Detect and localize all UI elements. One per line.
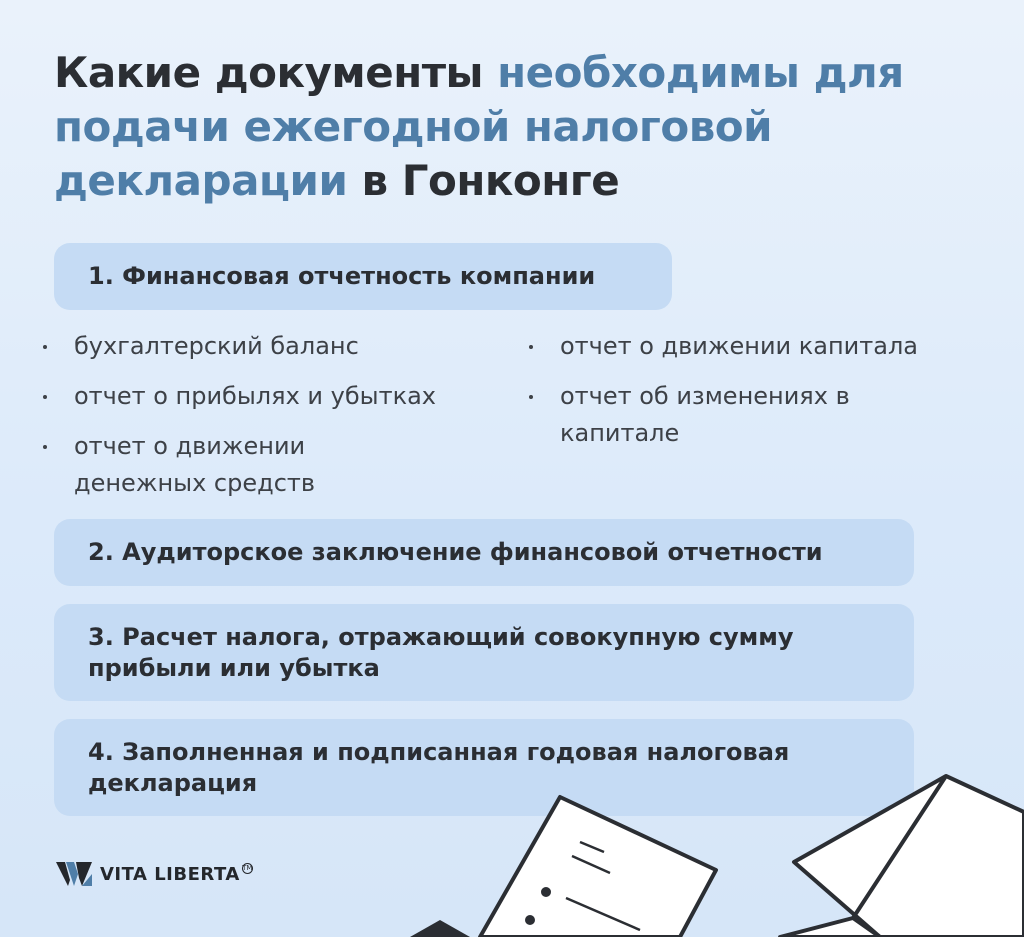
section-label: 4. Заполненная и подписанная годовая налоговая декларация xyxy=(88,737,790,797)
trademark-mark: TM xyxy=(242,864,253,872)
logo-text: VITA LIBERTA xyxy=(100,863,240,885)
list-item: отчет об изменениях в капитале xyxy=(532,378,880,452)
section-label: 3. Расчет налога, отражающий совокупную сумму прибыли или убытка xyxy=(88,622,794,682)
title-part-dark: Какие документы xyxy=(54,48,498,97)
list-item: бухгалтерский баланс xyxy=(46,328,506,365)
section-label: 2. Аудиторское заключение финансовой отчетности xyxy=(88,538,823,566)
title-part-dark-end: в Гонконге xyxy=(347,156,620,205)
title-part-accent: необходимы для подачи ежегодной налоговой декларации xyxy=(54,48,904,205)
section-label: 1. Финансовая отчетность компании xyxy=(88,262,596,290)
paper-sheet-back xyxy=(410,920,470,937)
paper-sheet-middle xyxy=(480,797,716,937)
paper-sheet-folded xyxy=(780,776,1024,937)
list-item: отчет о движении капитала xyxy=(532,328,992,365)
list-item: отчет о движении денежных средств xyxy=(46,428,374,502)
list-item: отчет о прибылях и убытках xyxy=(46,378,506,415)
